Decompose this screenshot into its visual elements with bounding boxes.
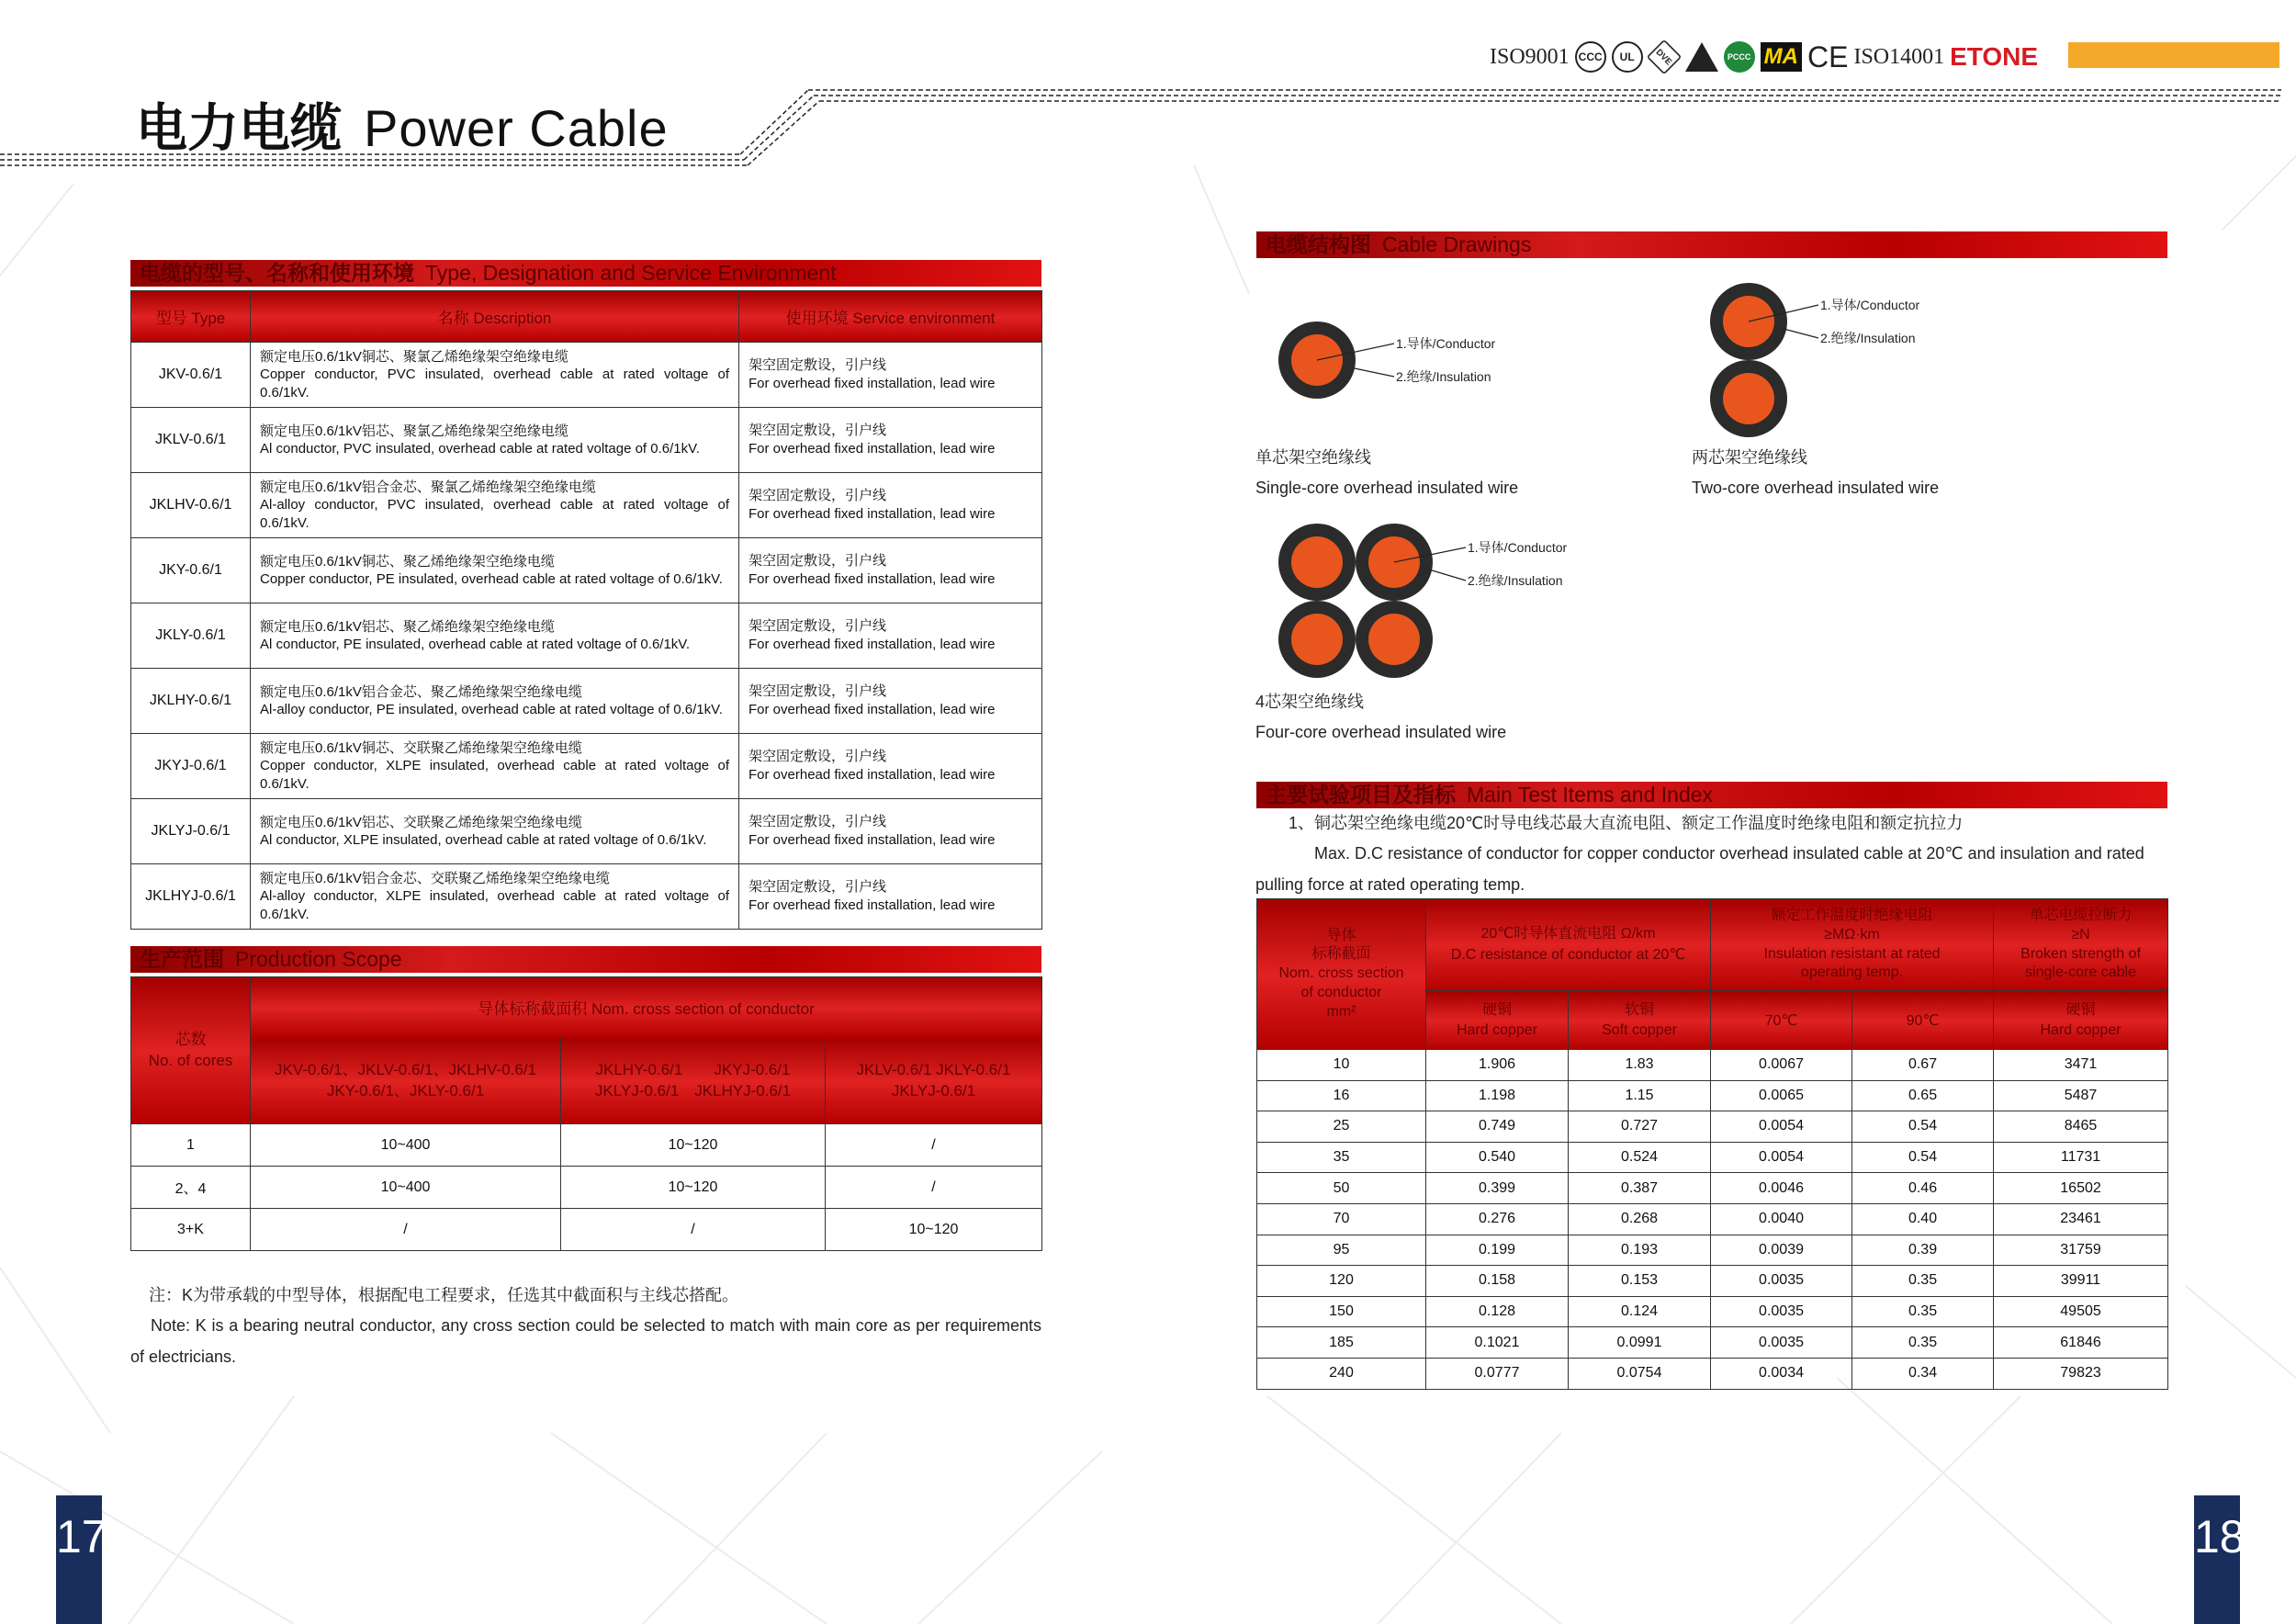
note-cn: 注：K为带承载的中型导体，根据配电工程要求，任选其中截面积与主线芯搭配。 [149, 1286, 739, 1304]
cross-section-cell: / [251, 1209, 561, 1251]
model-group-line: JKLYJ-0.6/1 [891, 1081, 976, 1100]
section-title-en: Production Scope [235, 947, 402, 971]
header-text: 标称截面 [1311, 946, 1371, 963]
test-value-cell: 0.35 [1852, 1327, 1994, 1359]
test-value-cell: 0.0777 [1426, 1358, 1569, 1389]
label-conductor: 1.导体/Conductor [1468, 540, 1568, 555]
model-group-line: JKLYJ-0.6/1 JKLHYJ-0.6/1 [594, 1081, 792, 1100]
cross-section-cell: 10~400 [251, 1124, 561, 1167]
header-cross-section: 导体标称截面积 Nom. cross section of conductor [251, 977, 1042, 1038]
model-group-line: JKY-0.6/1、JKLY-0.6/1 [326, 1081, 485, 1100]
cross-section-cell: 10~120 [561, 1167, 826, 1209]
test-value-cell: 16 [1257, 1080, 1426, 1111]
description-en: Copper conductor, XLPE insulated, overhead cable at rated voltage of 0.6/1kV. [260, 758, 729, 792]
header-cross-section [1257, 899, 1426, 1050]
model-group-line: JKLHY-0.6/1 JKYJ-0.6/1 [595, 1060, 791, 1078]
table-row [131, 603, 1042, 669]
label-insulation: 2.绝缘/Insulation [1396, 369, 1491, 384]
test-value-cell: 0.0754 [1569, 1358, 1711, 1389]
test-value-cell: 240 [1257, 1358, 1426, 1389]
caption-en: Two-core overhead insulated wire [1692, 479, 1940, 498]
test-value-cell: 0.67 [1852, 1050, 1994, 1081]
environment-cell [739, 473, 1042, 538]
header-description: 名称 Description [251, 291, 739, 343]
environment-cn: 架空固定敷设，引户线 [748, 487, 887, 503]
cross-section-cell: 10~120 [561, 1124, 826, 1167]
environment-cell [739, 799, 1042, 864]
test-value-cell: 0.727 [1569, 1111, 1711, 1143]
single-core-drawing [1277, 312, 1570, 413]
table-row [1257, 1266, 2168, 1297]
title-cn: 电力电缆 [136, 99, 342, 157]
header-70c: 70℃ [1711, 991, 1852, 1050]
test-value-cell: 11731 [1994, 1142, 2168, 1173]
description-cn: 额定电压0.6/1kV铝芯、聚氯乙烯绝缘架空绝缘电缆 [260, 423, 568, 439]
header-dc-resistance [1426, 899, 1711, 991]
test-value-cell: 0.268 [1569, 1203, 1711, 1235]
type-cell: JKLYJ-0.6/1 [131, 799, 251, 864]
description-cell [251, 734, 739, 799]
cross-section-cell: 10~400 [251, 1167, 561, 1209]
two-core-drawing [1708, 281, 2002, 446]
section-title-cn: 电缆结构图 [1266, 232, 1371, 256]
header-text: Hard copper [1456, 1021, 1538, 1038]
description-cell [251, 343, 739, 408]
header-90c: 90℃ [1852, 991, 1994, 1050]
header-hard-copper-strength [1994, 991, 2168, 1050]
environment-en: For overhead fixed installation, lead wire [748, 832, 996, 848]
header-soft-copper [1569, 991, 1711, 1050]
type-cell: JKLY-0.6/1 [131, 603, 251, 669]
table-row [1257, 1050, 2168, 1081]
header-cores-en: No. of cores [148, 1051, 233, 1069]
environment-cn: 架空固定敷设，引户线 [748, 422, 887, 438]
table-row [131, 343, 1042, 408]
header-text: 导体 [1326, 927, 1356, 943]
test-value-cell: 35 [1257, 1142, 1426, 1173]
header-model-group [561, 1038, 826, 1124]
test-value-cell: 0.128 [1426, 1296, 1569, 1327]
caption-cn: 两芯架空绝缘线 [1692, 448, 1807, 467]
ma-logo-icon: MA [1761, 42, 1802, 72]
test-value-cell: 0.749 [1426, 1111, 1569, 1143]
header-text: Hard copper [2040, 1021, 2122, 1038]
section-title-en: Type, Designation and Service Environment [425, 261, 837, 285]
description-cell [251, 473, 739, 538]
header-type: 型号 Type [131, 291, 251, 343]
table-row [1257, 1296, 2168, 1327]
test-value-cell: 31759 [1994, 1235, 2168, 1266]
test-value-cell: 95 [1257, 1235, 1426, 1266]
type-cell: JKV-0.6/1 [131, 343, 251, 408]
test-value-cell: 0.0067 [1711, 1050, 1852, 1081]
description-cell [251, 408, 739, 473]
table-row [131, 799, 1042, 864]
test-value-cell: 0.124 [1569, 1296, 1711, 1327]
environment-cell [739, 408, 1042, 473]
header-cores-cn: 芯数 [174, 1031, 207, 1049]
description-cn: 额定电压0.6/1kV铝合金芯、聚乙烯绝缘架空绝缘电缆 [260, 683, 582, 700]
four-core-drawing [1277, 524, 1616, 689]
description-cn: 额定电压0.6/1kV铜芯、聚氯乙烯绝缘架空绝缘电缆 [260, 348, 568, 365]
environment-cell [739, 603, 1042, 669]
test-value-cell: 1.198 [1426, 1080, 1569, 1111]
environment-en: For overhead fixed installation, lead wire [748, 571, 996, 587]
test-intro-en: Max. D.C resistance of conductor for copper conductor overhead insulated cable at 20℃ and insulation and rated pulling force at rated operating temp. [1255, 844, 2144, 894]
description-cn: 额定电压0.6/1kV铝芯、聚乙烯绝缘架空绝缘电缆 [260, 618, 555, 635]
header-text: 单芯电缆拉断力 [2029, 907, 2133, 923]
test-value-cell: 0.0039 [1711, 1235, 1852, 1266]
test-value-cell: 0.39 [1852, 1235, 1994, 1266]
description-cell [251, 799, 739, 864]
ce-logo-icon: CE [1807, 39, 1849, 73]
certification-logos [1490, 37, 2038, 77]
cores-cell: 3+K [131, 1209, 251, 1251]
environment-cn: 架空固定敷设，引户线 [748, 617, 887, 634]
description-en: Al-alloy conductor, XLPE insulated, overhead cable at rated voltage of 0.6/1kV. [260, 888, 729, 922]
test-value-cell: 0.46 [1852, 1173, 1994, 1204]
environment-cn: 架空固定敷设，引户线 [748, 356, 887, 373]
test-value-cell: 49505 [1994, 1296, 2168, 1327]
test-intro-cn: 1、铜芯架空绝缘电缆20℃时导电线芯最大直流电阻、额定工作温度时绝缘电阻和额定抗拉力 [1289, 814, 1964, 832]
cores-cell: 2、4 [131, 1167, 251, 1209]
table-row [131, 864, 1042, 930]
test-value-cell: 185 [1257, 1327, 1426, 1359]
test-value-cell: 0.0034 [1711, 1358, 1852, 1389]
iso14001-label: ISO14001 [1853, 44, 1945, 69]
header-text: Insulation resistant at rated [1763, 945, 1941, 962]
test-intro [1255, 808, 2167, 900]
table-row [131, 669, 1042, 734]
environment-en: For overhead fixed installation, lead wire [748, 702, 996, 717]
header-text: ≥MΩ·km [1824, 926, 1880, 942]
description-cn: 额定电压0.6/1kV铝合金芯、聚氯乙烯绝缘架空绝缘电缆 [260, 479, 596, 495]
table-row [131, 408, 1042, 473]
test-value-cell: 0.0054 [1711, 1111, 1852, 1143]
test-value-cell: 150 [1257, 1296, 1426, 1327]
section-bar-main-test [1256, 782, 2167, 808]
test-value-cell: 0.0991 [1569, 1327, 1711, 1359]
test-value-cell: 0.540 [1426, 1142, 1569, 1173]
table-row [1257, 1358, 2168, 1389]
type-cell: JKLHV-0.6/1 [131, 473, 251, 538]
description-en: Al conductor, XLPE insulated, overhead cable at rated voltage of 0.6/1kV. [260, 832, 707, 848]
table-row [131, 1124, 1042, 1167]
type-cell: JKY-0.6/1 [131, 538, 251, 603]
caption-cn: 4芯架空绝缘线 [1255, 693, 1365, 711]
etone-logo-icon: ETONE [1950, 42, 2039, 71]
description-cn: 额定电压0.6/1kV铝合金芯、交联聚乙烯绝缘架空绝缘电缆 [260, 870, 610, 886]
header-broken-strength [1994, 899, 2168, 991]
table-row [131, 538, 1042, 603]
section-title-en: Main Test Items and Index [1467, 783, 1714, 806]
table-row [1257, 1142, 2168, 1173]
iso9001-label: ISO9001 [1490, 44, 1570, 69]
caption-four-core [1255, 687, 1506, 749]
environment-cell [739, 669, 1042, 734]
test-value-cell: 0.0065 [1711, 1080, 1852, 1111]
description-cn: 额定电压0.6/1kV铜芯、聚乙烯绝缘架空绝缘电缆 [260, 553, 555, 570]
header-text: ≥N [2071, 926, 2090, 942]
label-conductor: 1.导体/Conductor [1396, 336, 1496, 351]
test-value-cell: 0.0035 [1711, 1296, 1852, 1327]
environment-en: For overhead fixed installation, lead wire [748, 506, 996, 522]
test-value-cell: 0.193 [1569, 1235, 1711, 1266]
test-value-cell: 8465 [1994, 1111, 2168, 1143]
note-block [130, 1280, 1041, 1372]
environment-cell [739, 734, 1042, 799]
table-row [1257, 1111, 2168, 1143]
test-value-cell: 0.276 [1426, 1203, 1569, 1235]
description-cell [251, 864, 739, 930]
caption-single-core [1255, 443, 1518, 504]
description-en: Copper conductor, PVC insulated, overhead cable at rated voltage of 0.6/1kV. [260, 367, 729, 400]
note-en: Note: K is a bearing neutral conductor, any cross section could be selected to match with main core as per requirements of electricians. [130, 1316, 1041, 1366]
tuv-logo-icon [1685, 42, 1718, 72]
test-value-cell: 0.35 [1852, 1266, 1994, 1297]
test-value-cell: 120 [1257, 1266, 1426, 1297]
header-text: mm² [1326, 1003, 1356, 1020]
header-text: 硬铜 [2065, 1001, 2096, 1018]
gold-accent-bar [2068, 42, 2279, 68]
title-en: Power Cable [364, 99, 669, 157]
ccc-logo-icon: CCC [1575, 41, 1606, 73]
test-value-cell: 0.54 [1852, 1111, 1994, 1143]
header-text: operating temp. [1800, 964, 1904, 981]
model-group-line: JKV-0.6/1、JKLV-0.6/1、JKLHV-0.6/1 [274, 1060, 537, 1078]
model-group-line: JKLV-0.6/1 JKLY-0.6/1 [856, 1060, 1011, 1078]
test-value-cell: 16502 [1994, 1173, 2168, 1204]
environment-cn: 架空固定敷设，引户线 [748, 878, 887, 895]
table-row [131, 473, 1042, 538]
environment-cell [739, 343, 1042, 408]
test-value-cell: 5487 [1994, 1080, 2168, 1111]
description-en: Al-alloy conductor, PVC insulated, overhead cable at rated voltage of 0.6/1kV. [260, 497, 729, 531]
section-title-cn: 生产范围 [140, 947, 224, 971]
environment-en: For overhead fixed installation, lead wire [748, 637, 996, 652]
section-bar-type-designation [130, 260, 1041, 287]
description-cell [251, 603, 739, 669]
description-en: Copper conductor, PE insulated, overhead cable at rated voltage of 0.6/1kV. [260, 571, 723, 587]
header-cores [131, 977, 251, 1124]
test-value-cell: 1.15 [1569, 1080, 1711, 1111]
header-text: 软铜 [1625, 1001, 1655, 1018]
test-value-cell: 39911 [1994, 1266, 2168, 1297]
description-cell [251, 538, 739, 603]
environment-en: For overhead fixed installation, lead wire [748, 897, 996, 913]
test-value-cell: 10 [1257, 1050, 1426, 1081]
test-value-cell: 0.0046 [1711, 1173, 1852, 1204]
test-value-cell: 0.0035 [1711, 1327, 1852, 1359]
table-row [131, 1167, 1042, 1209]
type-cell: JKYJ-0.6/1 [131, 734, 251, 799]
environment-en: For overhead fixed installation, lead wire [748, 376, 996, 391]
header-text: 20℃时导体直流电阻 Ω/km [1480, 926, 1656, 942]
environment-cell [739, 864, 1042, 930]
description-en: Al-alloy conductor, PE insulated, overhead cable at rated voltage of 0.6/1kV. [260, 702, 723, 717]
label-insulation: 2.绝缘/Insulation [1468, 573, 1563, 588]
header-model-group [251, 1038, 561, 1124]
environment-cn: 架空固定敷设，引户线 [748, 748, 887, 764]
section-bar-production-scope [130, 946, 1041, 973]
cross-section-cell: 10~120 [826, 1209, 1042, 1251]
cores-cell: 1 [131, 1124, 251, 1167]
cross-section-cell: / [826, 1124, 1042, 1167]
label-insulation: 2.绝缘/Insulation [1820, 331, 1916, 345]
header-service-environment: 使用环境 Service environment [739, 291, 1042, 343]
page-number-right: 18 [2194, 1495, 2240, 1624]
test-value-cell: 0.387 [1569, 1173, 1711, 1204]
type-designation-table [130, 290, 1042, 930]
table-row [1257, 1080, 2168, 1111]
test-value-cell: 1.906 [1426, 1050, 1569, 1081]
ul-logo-icon: UL [1612, 41, 1643, 73]
table-row [1257, 1173, 2168, 1204]
test-value-cell: 0.153 [1569, 1266, 1711, 1297]
type-cell: JKLHYJ-0.6/1 [131, 864, 251, 930]
test-value-cell: 0.158 [1426, 1266, 1569, 1297]
header-text: 硬铜 [1481, 1001, 1512, 1018]
description-en: Al conductor, PE insulated, overhead cable at rated voltage of 0.6/1kV. [260, 637, 691, 652]
header-text: Broken strength of [2020, 945, 2141, 962]
test-value-cell: 0.34 [1852, 1358, 1994, 1389]
header-insulation-resistance [1711, 899, 1994, 991]
environment-cell [739, 538, 1042, 603]
environment-en: For overhead fixed installation, lead wire [748, 767, 996, 783]
dve-logo-icon: DVE [1646, 39, 1681, 74]
test-value-cell: 0.54 [1852, 1142, 1994, 1173]
header-text: of conductor [1300, 984, 1382, 1000]
production-scope-table [130, 976, 1042, 1251]
section-title-en: Cable Drawings [1382, 232, 1532, 256]
header-text: 额定工作温度时绝缘电阻 [1771, 907, 1933, 923]
section-title-cn: 主要试验项目及指标 [1266, 783, 1456, 806]
cross-section-cell: / [561, 1209, 826, 1251]
test-value-cell: 61846 [1994, 1327, 2168, 1359]
environment-cn: 架空固定敷设，引户线 [748, 813, 887, 829]
section-title-cn: 电缆的型号、名称和使用环境 [140, 261, 414, 285]
section-bar-cable-drawings [1256, 231, 2167, 258]
environment-cn: 架空固定敷设，引户线 [748, 552, 887, 569]
test-value-cell: 0.524 [1569, 1142, 1711, 1173]
table-row [1257, 1203, 2168, 1235]
header-text: Soft copper [1602, 1021, 1677, 1038]
type-cell: JKLV-0.6/1 [131, 408, 251, 473]
type-cell: JKLHY-0.6/1 [131, 669, 251, 734]
description-cell [251, 669, 739, 734]
table-row [1257, 1235, 2168, 1266]
caption-en: Single-core overhead insulated wire [1255, 479, 1519, 498]
label-conductor: 1.导体/Conductor [1820, 298, 1920, 312]
test-value-cell: 0.199 [1426, 1235, 1569, 1266]
environment-en: For overhead fixed installation, lead wire [748, 441, 996, 457]
main-test-table [1256, 898, 2168, 1390]
test-value-cell: 23461 [1994, 1203, 2168, 1235]
pccc-logo-icon: PCCC [1724, 41, 1755, 73]
test-value-cell: 0.1021 [1426, 1327, 1569, 1359]
header-hard-copper [1426, 991, 1569, 1050]
test-value-cell: 0.0040 [1711, 1203, 1852, 1235]
table-row [131, 734, 1042, 799]
test-value-cell: 0.0054 [1711, 1142, 1852, 1173]
environment-cn: 架空固定敷设，引户线 [748, 682, 887, 699]
caption-cn: 单芯架空绝缘线 [1255, 448, 1371, 467]
page-title [136, 88, 669, 162]
caption-en: Four-core overhead insulated wire [1255, 723, 1507, 742]
cross-section-cell: / [826, 1167, 1042, 1209]
test-value-cell: 79823 [1994, 1358, 2168, 1389]
test-value-cell: 50 [1257, 1173, 1426, 1204]
header-text: single-core cable [2025, 964, 2136, 981]
header-model-group [826, 1038, 1042, 1124]
header-text: Nom. cross section [1278, 965, 1404, 982]
test-value-cell: 0.399 [1426, 1173, 1569, 1204]
header-text: D.C resistance of conductor at 20℃ [1450, 946, 1686, 963]
test-value-cell: 3471 [1994, 1050, 2168, 1081]
test-value-cell: 25 [1257, 1111, 1426, 1143]
test-value-cell: 0.0035 [1711, 1266, 1852, 1297]
test-value-cell: 70 [1257, 1203, 1426, 1235]
test-value-cell: 0.65 [1852, 1080, 1994, 1111]
table-row [131, 1209, 1042, 1251]
description-cn: 额定电压0.6/1kV铜芯、交联聚乙烯绝缘架空绝缘电缆 [260, 739, 582, 756]
test-value-cell: 1.83 [1569, 1050, 1711, 1081]
description-cn: 额定电压0.6/1kV铝芯、交联聚乙烯绝缘架空绝缘电缆 [260, 814, 582, 830]
description-en: Al conductor, PVC insulated, overhead cable at rated voltage of 0.6/1kV. [260, 441, 700, 457]
caption-two-core [1692, 443, 1939, 504]
test-value-cell: 0.40 [1852, 1203, 1994, 1235]
test-value-cell: 0.35 [1852, 1296, 1994, 1327]
table-row [1257, 1327, 2168, 1359]
page-number-left: 17 [56, 1495, 102, 1624]
